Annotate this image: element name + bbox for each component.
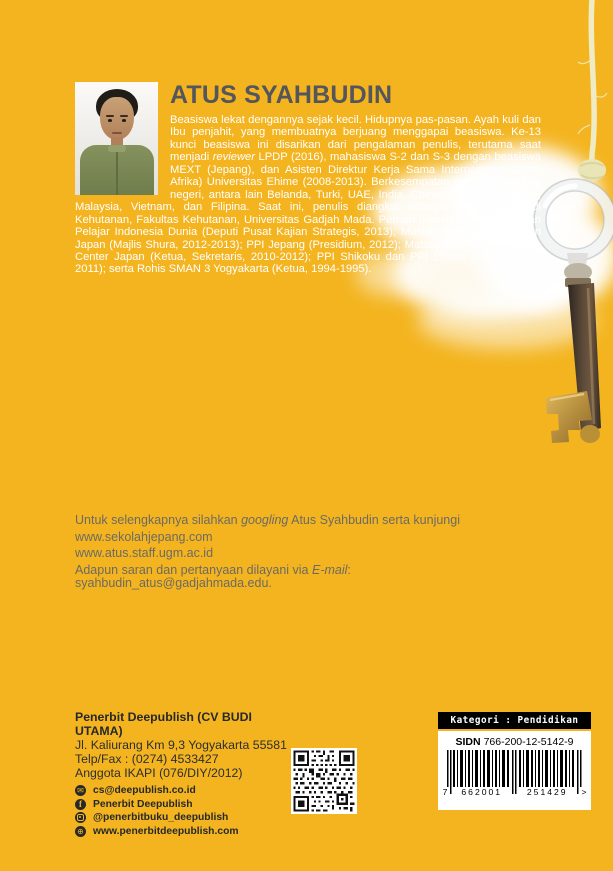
author-photo [75,82,158,195]
publisher-name: Penerbit Deepublish (CV BUDI UTAMA) [75,710,252,738]
contact-row [75,784,290,797]
email-icon: ✉ [75,785,86,796]
contact-facebook: Penerbit Deepublish [93,798,193,810]
publisher-membership: Anggota IKAPI (076/DIY/2012) [75,766,243,780]
publisher-section [75,710,290,838]
more-info-intro: Untuk selengkapnya silahkan googling Atus Syahbudin serta kunjungi [75,513,460,527]
barcode-digits: 7 662001 251429 > [442,787,587,797]
contact-row [75,798,290,811]
barcode-section [438,712,591,810]
publisher-contacts [75,784,290,838]
key-tip [580,425,600,443]
instagram-icon [75,812,86,823]
rope [591,0,594,170]
contact-email: cs@deepublish.co.id [93,785,196,796]
qr-code [291,748,357,814]
isbn-barcode [438,731,591,810]
globe-icon: ⊕ [75,826,86,837]
facebook-icon: f [75,799,86,810]
website-link-1: www.sekolahjepang.com [75,529,213,544]
email-intro: Adapun saran dan pertanyaan dilayani via E-mail: [75,562,351,577]
website-link-2: www.atus.staff.ugm.ac.id [75,546,214,560]
author-biography: Beasiswa lekat dengannya sejak kecil. Hidupnya pas-pasan. Ayah kuli dan Ibu penjahit, yang membuatnya berjuang menggapai beasiswa. Ke-13 kunci beasiswa ini disarikan dari pengalaman penulis, terutama saat menjadi reviewer LPDP (2016), mahasiswa S-2 dan S-3 dengan beasiswa MEXT (Jepang), dan Asisten Direktur Kerja Sama Internasional (Asia-Afrika) Universitas Ehime (2008-2013). Berkesempatan mengunjungi luar negeri, antara lain Belanda, Turki, UAE, India, China, Korsel, Singapura, Malaysia, Vietnam, dan Filipina. Saat ini, penulis diangkat sebagai Sekretaris Prodi Kehutanan, Fakultas Kehutanan, Universitas Gadjah Mada. Pernah memimpin Perhimpunan Pelajar Indonesia Dunia (Deputi Pusat Kajian Strategis, 2013); Muslim Student Association Japan (Majlis Shura, 2012-2013); PPI Jepang (Presidium, 2012); Matsuyama Islamic Culture Center Japan (Ketua, Sekretaris, 2010-2012); PPI Shikoku dan PPI Ehime (Ketua, 2009-2011); serta Rohis SMAN 3 Yogyakarta (Ketua, 1994-1995). [75,114,541,276]
contact-instagram: @penerbitbuku_deepublish [93,812,229,823]
publisher-phone: Telp/Fax : (0274) 4533427 [75,752,219,766]
category-badge: Kategori : Pendidikan [438,712,591,729]
author-section [75,82,541,276]
contact-row [75,825,290,838]
author-email: syahbudin_atus@gadjahmada.edu. [75,576,272,590]
more-info-section [75,514,505,594]
isbn-text: SIDN 766-200-12-5142-9 [455,736,574,748]
contact-website: www.penerbitdeepublish.com [93,825,239,837]
publisher-address: Jl. Kaliurang Km 9,3 Yogyakarta 55581 [75,738,287,752]
contact-row [75,811,290,824]
author-name: ATUS SYAHBUDIN [170,81,393,109]
